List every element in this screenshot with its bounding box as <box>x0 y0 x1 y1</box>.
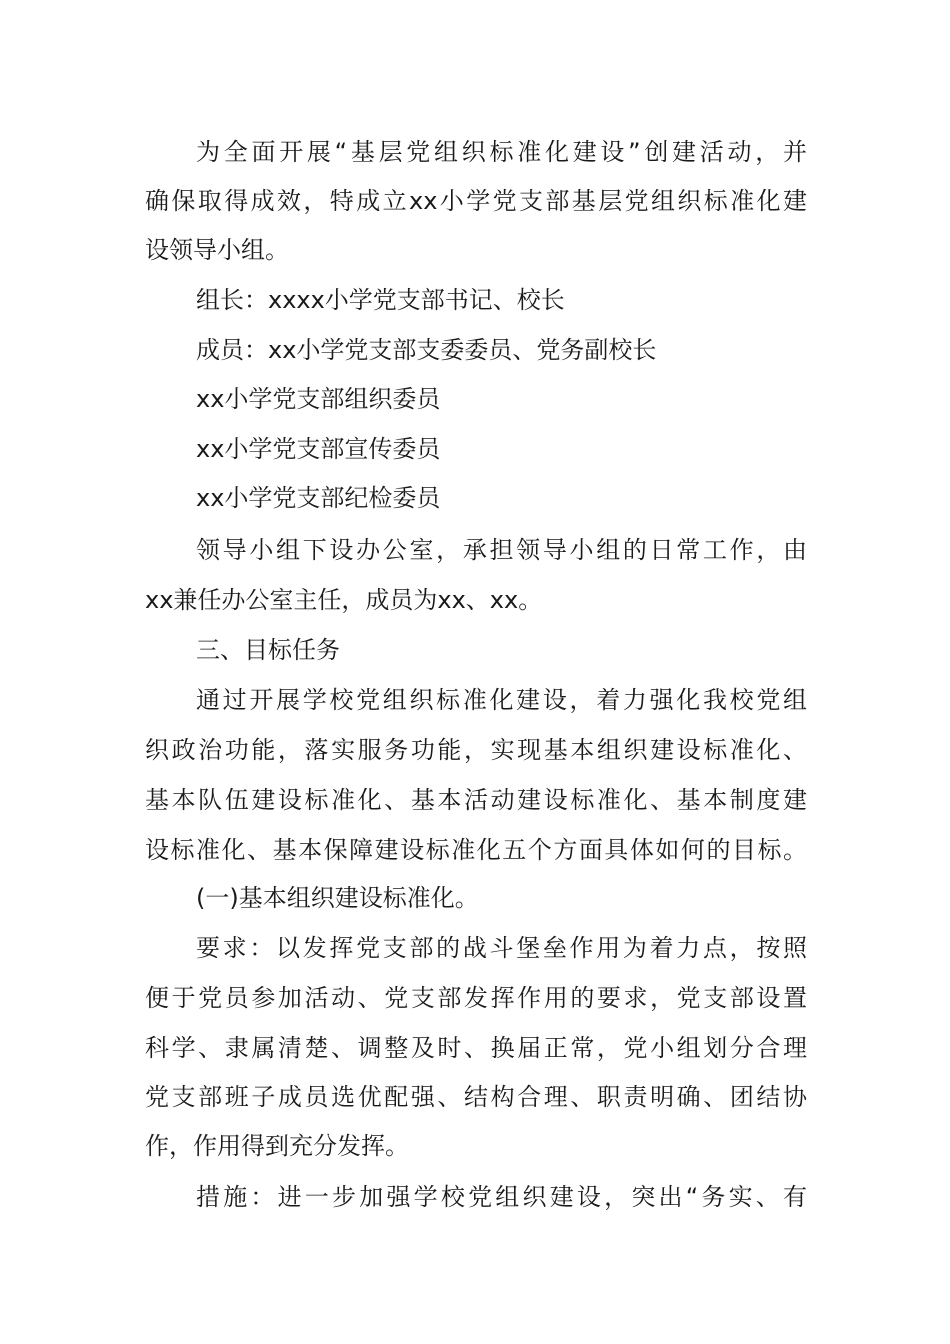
requirements-line-4: 党支部班子成员选优配强、结构合理、职责明确、团结协 <box>145 1083 807 1111</box>
member-discipline-line: xx小学党支部纪检委员 <box>196 484 441 512</box>
paragraph-1-line-1: 为全面开展“基层党组织标准化建设”创建活动，并 <box>196 138 807 166</box>
requirements-line-3: 科学、隶属清楚、调整及时、换届正常，党小组划分合理 <box>145 1034 807 1062</box>
requirements-line-1: 要求：以发挥党支部的战斗堡垒作用为着力点，按照 <box>196 934 807 962</box>
paragraph-1-line-2: 确保取得成效，特成立xx小学党支部基层党组织标准化建 <box>145 187 807 215</box>
requirements-line-5: 作，作用得到充分发挥。 <box>145 1132 409 1160</box>
section-heading: 三、目标任务 <box>196 636 340 664</box>
goals-line-2: 织政治功能，落实服务功能，实现基本组织建设标准化、 <box>145 736 807 764</box>
paragraph-1-line-3: 设领导小组。 <box>145 236 289 264</box>
members-line: 成员：xx小学党支部支委委员、党务副校长 <box>196 336 657 364</box>
goals-line-4: 设标准化、基本保障建设标准化五个方面具体如何的目标。 <box>145 836 807 864</box>
leader-line: 组长：xxxx小学党支部书记、校长 <box>196 286 565 314</box>
subsection-heading: (一)基本组织建设标准化。 <box>196 884 479 912</box>
member-publicity-line: xx小学党支部宣传委员 <box>196 435 441 463</box>
requirements-line-2: 便于党员参加活动、党支部发挥作用的要求，党支部设置 <box>145 984 807 1012</box>
member-organization-line: xx小学党支部组织委员 <box>196 385 441 413</box>
measures-line-1: 措施：进一步加强学校党组织建设，突出“务实、有 <box>196 1183 807 1211</box>
office-line-2: xx兼任办公室主任，成员为xx、xx。 <box>145 586 543 614</box>
office-line-1: 领导小组下设办公室，承担领导小组的日常工作，由 <box>196 536 807 564</box>
goals-line-1: 通过开展学校党组织标准化建设，着力强化我校党组 <box>196 686 807 714</box>
goals-line-3: 基本队伍建设标准化、基本活动建设标准化、基本制度建 <box>145 786 807 814</box>
